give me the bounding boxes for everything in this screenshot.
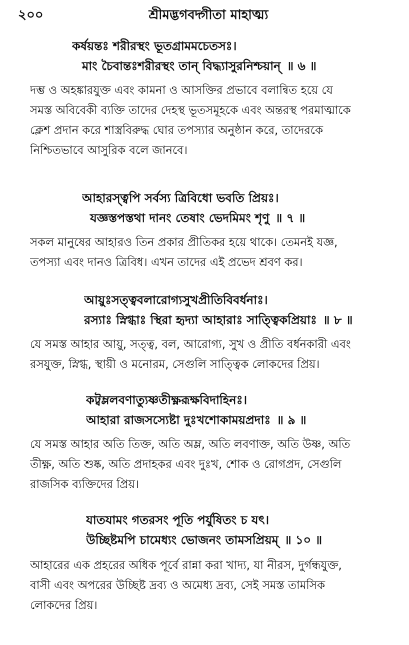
verse-number: ॥ ৮ ॥ bbox=[322, 313, 353, 327]
verse-9 bbox=[86, 390, 409, 430]
verse-line-2 bbox=[82, 208, 409, 228]
verse-line-1: কট্বম্ললবণাত্যুষ্ণতীক্ষ্ণরূক্ষবিদাহিনঃ। bbox=[86, 393, 248, 407]
verse-7 bbox=[82, 188, 409, 228]
verse-line-2 bbox=[86, 410, 409, 430]
translation-line: যে সমস্ত আহার আয়ু, সত্ত্ব, বল, আরোগ্য, সুখ ও প্রীতি বর্ধনকারী এবং bbox=[30, 337, 351, 351]
verse-number: ॥ ১০ ॥ bbox=[284, 533, 323, 547]
verse-line-1: আহারস্ত্বপি সর্বস্য ত্রিবিধো ভবতি প্রিয়ঃ। bbox=[82, 191, 279, 205]
verse-line-2 bbox=[72, 56, 402, 76]
verse-number: ॥ ৭ ॥ bbox=[275, 211, 306, 225]
translation-9 bbox=[30, 434, 402, 494]
translation-line: রসযুক্ত, স্নিগ্ধ, স্থায়ী ও মনোরম, সেগুলি সাত্ত্বিক লোকদের প্রিয়। bbox=[30, 357, 320, 371]
verse-line-1: আয়ুঃসত্ত্ববলারোগ্যসুখপ্রীতিবিবর্ধনাঃ। bbox=[84, 293, 268, 307]
verse-line-2-text: রস্যাঃ স্নিগ্ধাঃ স্থিরা হৃদ্যা আহারাঃ সাত্ত্বিকপ্রিয়াঃ bbox=[84, 313, 317, 327]
page-number: ২০০ bbox=[18, 8, 44, 23]
verse-line-2-text: উচ্ছিষ্টমপি চামেধ্যং ভোজনং তামসপ্রিয়ম্ bbox=[86, 533, 279, 547]
translation-line: সমস্ত অবিবেকী ব্যক্তি তাদের দেহস্থ ভূতসমূহকে এবং অন্তরস্থ পরমাত্মাকে bbox=[30, 103, 351, 117]
page-header bbox=[18, 6, 399, 26]
translation-line: বাসী এবং অপরের উচ্ছিষ্ট দ্রব্য ও অমেধ্য দ্রব্য, সেই সমস্ত তামসিক bbox=[30, 578, 325, 592]
verse-6 bbox=[72, 36, 402, 76]
verse-line-2-text: যজ্ঞস্তপস্তথা দানং তেষাং ভেদমিমং শৃণু bbox=[90, 211, 270, 225]
verse-8 bbox=[84, 290, 409, 330]
translation-line: লোকদের প্রিয়। bbox=[30, 598, 98, 612]
running-title: শ্রীমদ্ভগবদ্গীতা মাহাত্ম্য bbox=[148, 8, 269, 23]
translation-line: সকল মানুষের আহারও তিন প্রকার প্রীতিকর হয়ে থাকে। তেমনই যজ্ঞ, bbox=[30, 235, 338, 249]
verse-line-2-text: মাং চৈবান্তঃশরীরস্থং তান্ বিদ্ধ্যাসুরনিশ্চয়ান্ bbox=[82, 59, 281, 73]
translation-line: নিশ্চিতভাবে আসুরিক বলে জানবে। bbox=[30, 143, 188, 157]
verse-line-2 bbox=[84, 310, 409, 330]
translation-line: রাজসিক ব্যক্তিদের প্রিয়। bbox=[30, 477, 140, 491]
verse-line-1: যাতযামং গতরসং পূতি পর্যুষিতং চ যৎ। bbox=[86, 513, 270, 527]
translation-line: তীক্ষ্ণ, অতি শুষ্ক, অতি প্রদাহকর এবং দুঃখ, শোক ও রোগপ্রদ, সেগুলি bbox=[30, 457, 342, 471]
translation-8 bbox=[30, 334, 402, 374]
verse-10 bbox=[86, 510, 409, 550]
translation-line: যে সমস্ত আহার অতি তিক্ত, অতি অম্ল, অতি লবণাক্ত, অতি উষ্ণ, অতি bbox=[30, 437, 351, 451]
translation-line: আহারের এক প্রহরের অধিক পূর্বে রান্না করা খাদ্য, যা নীরস, দুর্গন্ধযুক্ত, bbox=[30, 558, 342, 572]
translation-6 bbox=[30, 80, 402, 160]
verse-number: ॥ ৬ ॥ bbox=[286, 59, 317, 73]
translation-10 bbox=[30, 555, 402, 615]
verse-line-1: কর্ষয়ন্তঃ শরীরস্থং ভূতগ্রামমচেতসঃ। bbox=[72, 39, 237, 53]
verse-line-2 bbox=[86, 530, 409, 550]
translation-line: দম্ভ ও অহঙ্কারযুক্ত এবং কামনা ও আসক্তির প্রভাবে বলান্বিত হয়ে যে bbox=[30, 83, 333, 97]
verse-line-2-text: আহারা রাজসস্যেষ্টা দুঃখশোকাময়প্রদাঃ bbox=[86, 413, 271, 427]
translation-line: ক্লেশ প্রদান করে শাস্ত্রবিরুদ্ধ ঘোর তপস্যার অনুষ্ঠান করে, তাদেরকে bbox=[30, 123, 323, 137]
translation-line: তপস্যা এবং দানও ত্রিবিধ। এখন তাদের এই প্রভেদ শ্রবণ কর। bbox=[30, 255, 303, 269]
translation-7 bbox=[30, 232, 402, 272]
verse-number: ॥ ৯ ॥ bbox=[276, 413, 307, 427]
